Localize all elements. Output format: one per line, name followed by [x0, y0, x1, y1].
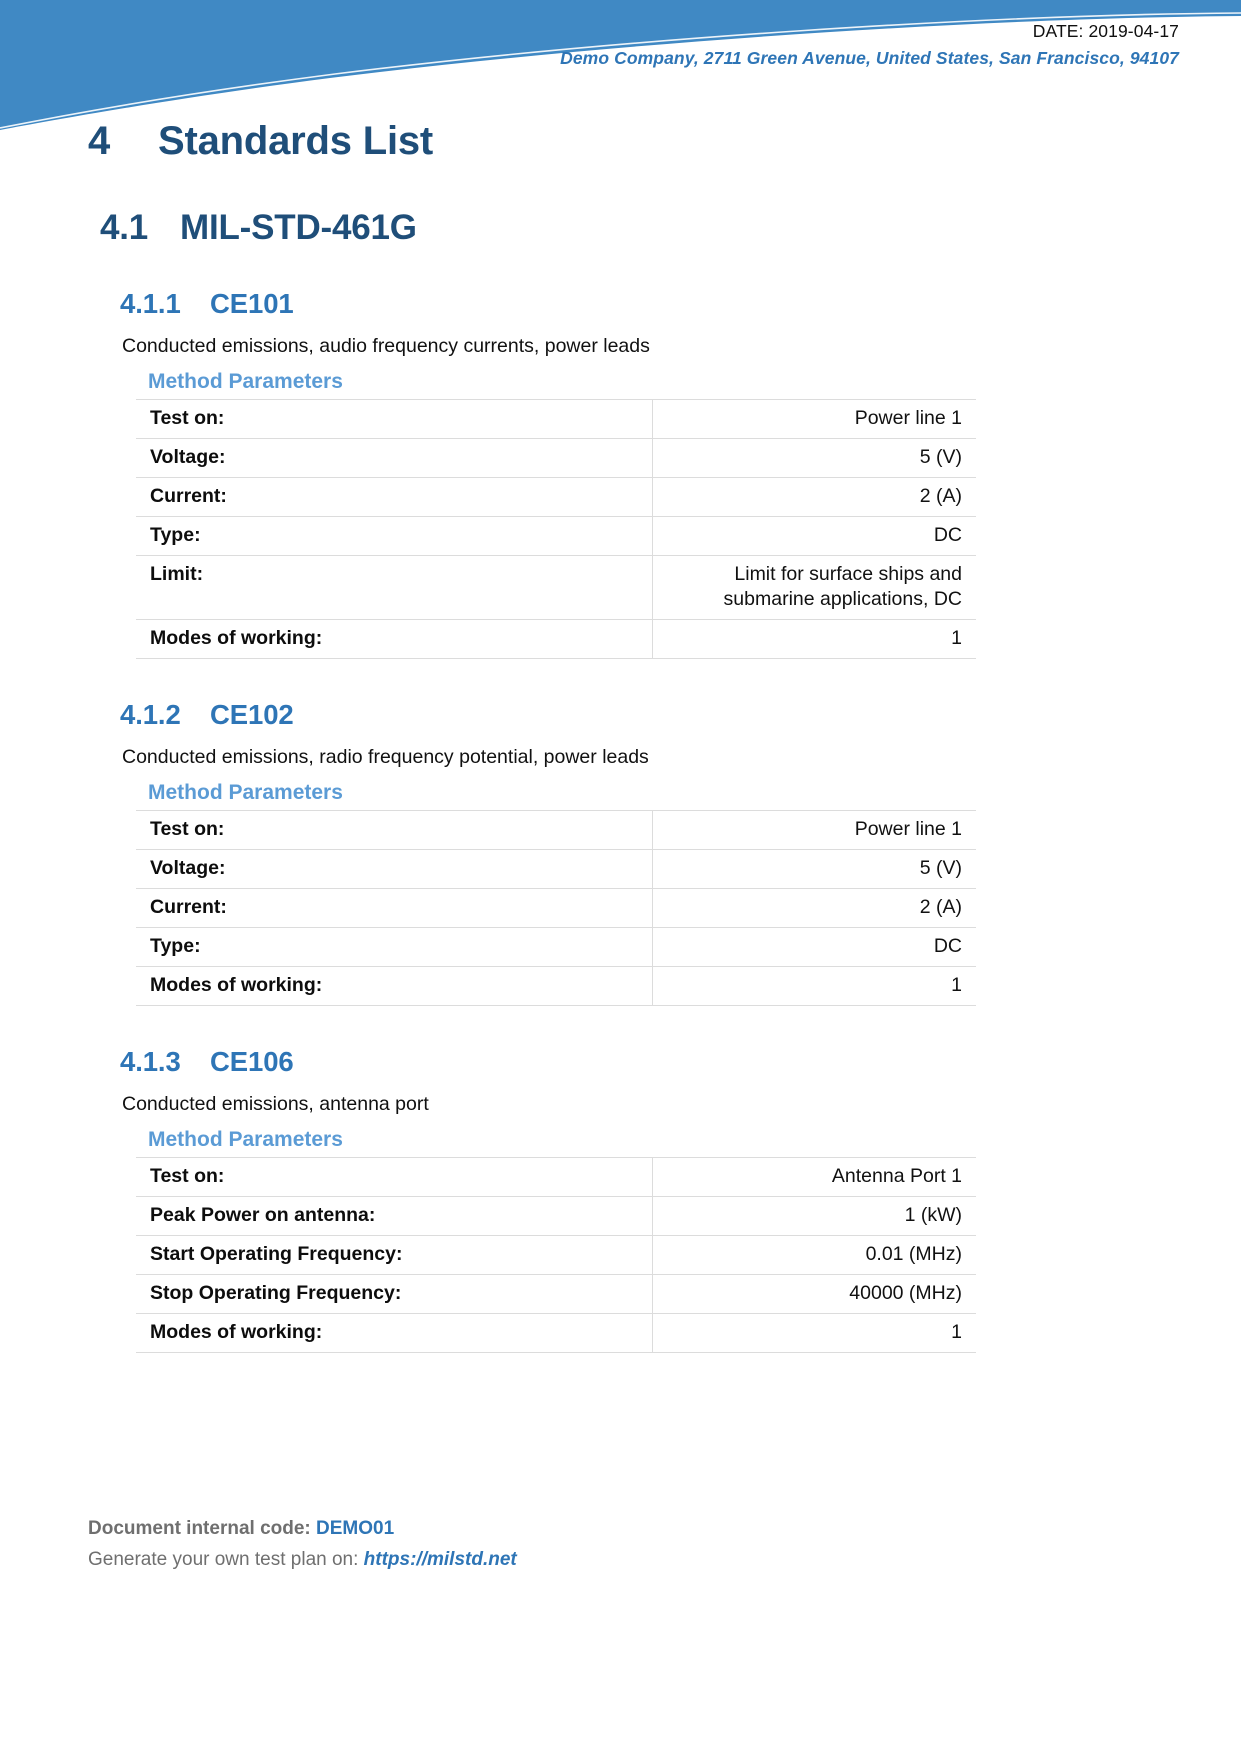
h1-number: 4 [88, 119, 111, 163]
table-row [136, 556, 976, 620]
param-key: Modes of working: [136, 620, 653, 659]
param-key: Current: [136, 889, 653, 928]
document-date: DATE: 2019-04-17 [1032, 21, 1179, 41]
table-row [136, 478, 976, 517]
param-value: 0.01 (MHz) [653, 1236, 977, 1275]
table-row [136, 928, 976, 967]
param-value: DC [653, 928, 977, 967]
company-address: Demo Company, 2711 Green Avenue, United States, San Francisco, 94107 [560, 48, 1179, 69]
subsection-heading-ce106 [120, 1046, 1241, 1078]
parameters-table-ce101 [136, 399, 976, 659]
h2-number: 4.1 [100, 208, 149, 247]
param-key: Start Operating Frequency: [136, 1236, 653, 1275]
param-key: Test on: [136, 1158, 653, 1197]
table-row [136, 1158, 976, 1197]
h3-number-2: 4.1.3 [120, 1046, 181, 1078]
footer-code-label: Document internal code: [88, 1518, 311, 1540]
h3-number-0: 4.1.1 [120, 288, 181, 320]
parameters-table-ce102 [136, 810, 976, 1006]
param-key: Test on: [136, 811, 653, 850]
param-key: Peak Power on antenna: [136, 1197, 653, 1236]
param-value-line-2: submarine applications, DC [723, 588, 962, 611]
footer-document-code [88, 1514, 517, 1545]
param-value: Antenna Port 1 [653, 1158, 977, 1197]
param-value [653, 556, 977, 620]
param-value: 2 (A) [653, 889, 977, 928]
page-footer [88, 1514, 517, 1576]
footer-generate-separator: : [353, 1549, 359, 1571]
footer-generate-line [88, 1545, 517, 1576]
h3-title-1: CE102 [210, 699, 294, 731]
param-value: 5 (V) [653, 439, 977, 478]
param-key: Voltage: [136, 850, 653, 889]
param-value: 1 [653, 620, 977, 659]
param-key: Voltage: [136, 439, 653, 478]
method-parameters-label-0: Method Parameters [148, 370, 343, 394]
table-row [136, 1197, 976, 1236]
param-value: 5 (V) [653, 850, 977, 889]
param-value: Power line 1 [653, 400, 977, 439]
param-value: 40000 (MHz) [653, 1275, 977, 1314]
footer-code-value: DEMO01 [316, 1518, 395, 1540]
param-key: Type: [136, 928, 653, 967]
param-value-line-1: Limit for surface ships and [734, 563, 962, 586]
param-key: Current: [136, 478, 653, 517]
header-meta [560, 18, 1179, 72]
table-row [136, 1275, 976, 1314]
table-row [136, 517, 976, 556]
footer-generate-label: Generate your own test plan on [88, 1549, 354, 1571]
section-heading-standard [100, 208, 1241, 248]
param-value: 2 (A) [653, 478, 977, 517]
param-key: Stop Operating Frequency: [136, 1275, 653, 1314]
subsection-heading-ce101 [120, 288, 1241, 320]
table-row [136, 400, 976, 439]
param-value: Power line 1 [653, 811, 977, 850]
table-row [136, 889, 976, 928]
h2-title: MIL-STD-461G [180, 208, 417, 247]
table-row [136, 1236, 976, 1275]
table-row [136, 811, 976, 850]
section-description-0: Conducted emissions, audio frequency currents, power leads [122, 334, 650, 357]
method-parameters-label-2: Method Parameters [148, 1128, 343, 1152]
table-row [136, 967, 976, 1006]
milstd-link[interactable]: https://milstd.net [363, 1549, 517, 1571]
h3-title-0: CE101 [210, 288, 294, 320]
subsection-heading-ce102 [120, 699, 1241, 731]
table-row [136, 439, 976, 478]
param-value: DC [653, 517, 977, 556]
param-key: Modes of working: [136, 967, 653, 1006]
h3-title-2: CE106 [210, 1046, 294, 1078]
param-value: 1 [653, 1314, 977, 1353]
param-key: Modes of working: [136, 1314, 653, 1353]
table-row [136, 1314, 976, 1353]
h3-number-1: 4.1.2 [120, 699, 181, 731]
method-parameters-label-1: Method Parameters [148, 781, 343, 805]
param-value: 1 (kW) [653, 1197, 977, 1236]
param-key: Type: [136, 517, 653, 556]
param-value: 1 [653, 967, 977, 1006]
page-title [88, 118, 1241, 164]
table-row [136, 620, 976, 659]
parameters-table-ce106 [136, 1157, 976, 1353]
section-description-1: Conducted emissions, radio frequency potential, power leads [122, 745, 649, 768]
param-key: Test on: [136, 400, 653, 439]
param-key: Limit: [136, 556, 653, 620]
h1-title: Standards List [158, 119, 434, 163]
table-row [136, 850, 976, 889]
section-description-2: Conducted emissions, antenna port [122, 1092, 429, 1115]
